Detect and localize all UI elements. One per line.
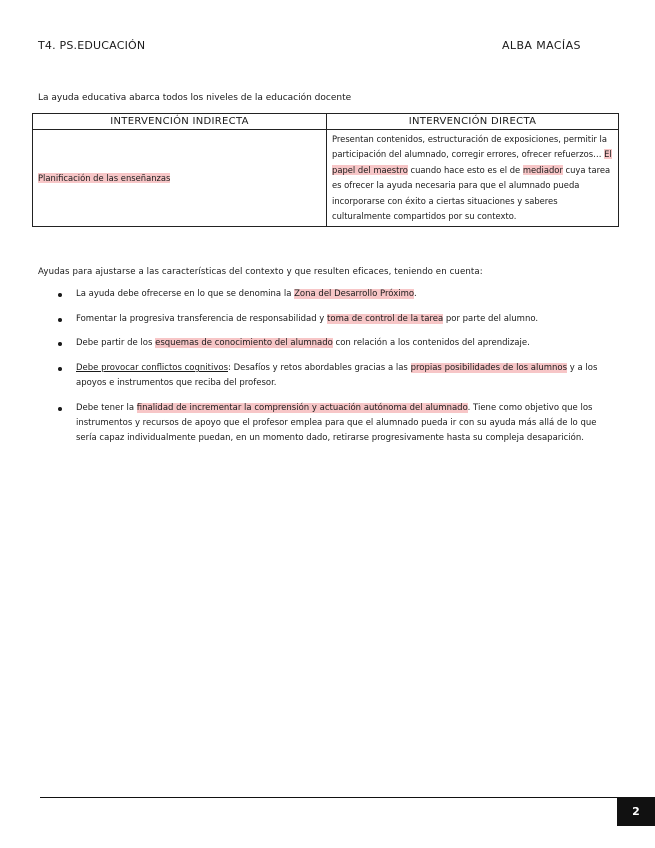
item-text-end: . Tiene como objetivo que los instrumentos y recursos de apoyo que el profesor emplea para que el alumnado pueda ir con su ayuda más allá de lo que sería capaz individualmente puedan, en un momento dado, retirarse progresivamente hasta su compleja desaparición.: [76, 403, 597, 444]
list-item: [58, 287, 618, 302]
indirect-cell: [33, 130, 327, 227]
direct-text-3: cuya tarea es ofrecer la ayuda necesaria para que el alumnado pueda incorporarse con éxito a ciertas situaciones y saberes culturalmente compartidos por su contexto.: [332, 164, 611, 222]
item-text: : Desafíos y retos abordables gracias a las: [228, 363, 411, 374]
item-text-end: y a los apoyos e instrumentos que reciba del profesor.: [76, 363, 598, 389]
item-text-end: por parte del alumno.: [443, 313, 539, 324]
header-indirect: INTERVENCIÓN INDIRECTA: [33, 114, 327, 130]
item-highlight: propias posibilidades de los alumnos: [410, 363, 568, 374]
header-direct: INTERVENCIÓN DIRECTA: [327, 114, 619, 130]
direct-text-2: cuando hace esto es el de: [407, 164, 523, 175]
item-text: Fomentar la progresiva transferencia de responsabilidad y: [76, 313, 328, 324]
item-text-end: .: [413, 289, 417, 299]
bullet-icon: [58, 407, 62, 411]
bullet-icon: [58, 342, 62, 346]
item-text-end: con relación a los contenidos del aprendizaje.: [332, 338, 530, 349]
item-underlined: Debe provocar conflictos cognitivos: [76, 363, 228, 374]
item-text: Debe tener la: [76, 403, 137, 414]
indirect-highlight: Planificación de las enseñanzas: [38, 173, 171, 184]
direct-text-1: Presentan contenidos, estructuración de exposiciones, permitir la participación del alumnado, corregir errores, ofrecer refuerzos…: [332, 134, 607, 160]
list-item: [58, 336, 618, 351]
ayudas-intro: Ayudas para ajustarse a las características del contexto y que resulten eficaces, teniendo en cuenta:: [38, 267, 483, 277]
table-header-row: [33, 114, 619, 130]
footer-divider: [40, 797, 617, 798]
direct-cell: [327, 130, 619, 227]
page-number: 2: [617, 797, 655, 826]
ayudas-list: [58, 287, 618, 456]
header-subject: T4. PS.EDUCACIÓN: [38, 39, 146, 52]
bullet-icon: [58, 293, 62, 297]
list-item: [58, 401, 618, 447]
item-text: La ayuda debe ofrecerse en lo que se denomina la: [76, 289, 295, 299]
item-text: Debe partir de los: [76, 338, 156, 349]
intro-text: La ayuda educativa abarca todos los niveles de la educación docente: [38, 93, 352, 103]
item-highlight: finalidad de incrementar la comprensión y actuación autónoma del alumnado: [136, 403, 468, 414]
intervention-table: [32, 113, 619, 227]
list-item: [58, 361, 618, 391]
bullet-icon: [58, 367, 62, 371]
item-highlight: toma de control de la tarea: [327, 313, 444, 324]
direct-highlight-1: El papel del maestro: [332, 149, 612, 175]
direct-highlight-2: mediador: [522, 164, 563, 175]
header-author: ALBA MACÍAS: [502, 39, 581, 52]
list-item: [58, 312, 618, 327]
item-highlight: esquemas de conocimiento del alumnado: [155, 338, 333, 349]
table-row: [33, 130, 619, 227]
bullet-icon: [58, 318, 62, 322]
item-highlight: Zona del Desarrollo Próximo: [294, 289, 414, 299]
